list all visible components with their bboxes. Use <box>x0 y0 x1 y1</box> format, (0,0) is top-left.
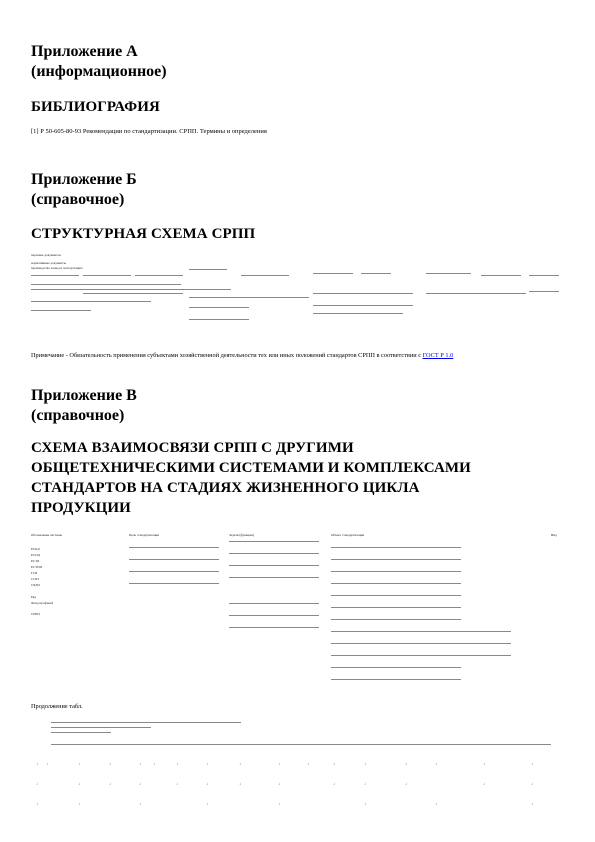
table-rule <box>229 603 319 604</box>
table-header: Цель стандартизации <box>129 533 159 537</box>
continuation-table <box>31 722 566 822</box>
appendix-v-heading-line4: ПРОДУКЦИИ <box>31 500 131 516</box>
appendix-v-heading <box>31 438 571 518</box>
down-arrow-icon: ↓ <box>333 761 335 766</box>
down-arrow-icon: ↓ <box>176 781 178 786</box>
table-rule <box>331 595 461 596</box>
table-code: ЕСПД <box>31 553 40 557</box>
table-continuation: Продолжение табл. <box>31 703 83 710</box>
down-arrow-icon: ↓ <box>139 781 141 786</box>
table-rule <box>331 631 511 632</box>
gost-link[interactable]: ГОСТ Р 1.0 <box>422 352 454 359</box>
diagram-rule <box>313 305 413 306</box>
table-header: Обозначение системы <box>31 533 62 537</box>
table-rule <box>331 643 511 644</box>
diagram-rule <box>313 273 353 274</box>
table-code: ЕСКД <box>31 547 40 551</box>
down-arrow-icon: ↓ <box>239 781 241 786</box>
diagram-rule <box>83 293 183 294</box>
down-arrow-icon: ↓ <box>278 781 280 786</box>
table-rule <box>51 722 151 723</box>
appendix-b-heading: СТРУКТУРНАЯ СХЕМА СРПП <box>31 226 256 242</box>
diagram-rule <box>31 310 91 311</box>
down-arrow-icon: ↓ <box>278 801 280 806</box>
table-rule <box>51 744 551 745</box>
diagram-rule <box>189 269 227 270</box>
down-arrow-icon: ↓ <box>239 761 241 766</box>
table-rule <box>129 547 219 548</box>
diagram-rule <box>426 293 526 294</box>
diagram-rule <box>189 307 249 308</box>
appendix-v-heading-line1: СХЕМА ВЗАИМОСВЯЗИ СРПП С ДРУГИМИ <box>31 440 354 456</box>
down-arrow-icon: ↓ <box>109 761 111 766</box>
table-code: ЕСТД <box>31 559 40 563</box>
down-arrow-icon: ↓ <box>364 781 366 786</box>
diagram-rule <box>31 284 181 285</box>
diagram-rule <box>83 275 131 276</box>
appendix-b-title-line2: (справочное) <box>31 191 125 208</box>
diagram-rule <box>31 275 79 276</box>
reference-1: [1] Р 50-605-80-93 Рекомендации по стандартизации. СРПП. Термины и определения <box>31 128 267 135</box>
diagram-rule <box>529 291 559 292</box>
diagram-rule <box>135 275 183 276</box>
table-rule <box>331 667 461 668</box>
table-rule <box>331 571 461 572</box>
appendix-b-title <box>31 170 137 210</box>
table-code: ГСИ <box>31 571 38 575</box>
table-rule <box>331 655 511 656</box>
down-arrow-icon: ↓ <box>176 761 178 766</box>
table-rule <box>331 583 461 584</box>
table-rule <box>51 727 151 728</box>
table-rule <box>229 541 319 542</box>
table-rule <box>51 732 111 733</box>
down-arrow-icon: ↓ <box>78 761 80 766</box>
down-arrow-icon: ↓ <box>483 781 485 786</box>
appendix-v-heading-line3: СТАНДАРТОВ НА СТАДИЯХ ЖИЗНЕННОГО ЦИКЛА <box>31 480 420 496</box>
diagram-rule <box>31 289 231 290</box>
down-arrow-icon: ↓ <box>364 761 366 766</box>
table-code: Фонд профилей <box>31 601 54 605</box>
down-arrow-icon: ↓ <box>36 801 38 806</box>
table-rule <box>151 722 241 723</box>
down-arrow-icon: ↓ <box>531 801 533 806</box>
down-arrow-icon: ↓ <box>435 761 437 766</box>
diagram-rule <box>189 319 249 320</box>
table-code: Ряд <box>31 595 36 599</box>
diagram-rule <box>313 313 403 314</box>
table-code: СРПП <box>31 612 40 616</box>
table-rule <box>129 583 219 584</box>
appendix-v-title <box>31 386 137 426</box>
appendix-v-title-line1: Приложение В <box>31 387 137 404</box>
diagram-row: перечень документов <box>31 253 61 257</box>
table-header: Объект стандартизации <box>331 533 365 537</box>
table-rule <box>229 565 319 566</box>
table-rule <box>229 615 319 616</box>
down-arrow-icon: ↓ <box>531 781 533 786</box>
down-arrow-icon: ↓ <box>36 781 38 786</box>
down-arrow-icon: ↓ <box>139 761 141 766</box>
down-arrow-icon: ↓ <box>36 761 38 766</box>
diagram-rule <box>189 297 309 298</box>
down-arrow-icon: ↓ <box>46 761 48 766</box>
down-arrow-icon: ↓ <box>78 781 80 786</box>
table-rule <box>331 547 461 548</box>
table-header: Задачи (функции) <box>229 533 254 537</box>
diagram-row: производство и ввод в эксплуатацию <box>31 266 83 270</box>
appendix-v-heading-line2: ОБЩЕТЕХНИЧЕСКИМИ СИСТЕМАМИ И КОМПЛЕКСАМИ <box>31 460 471 476</box>
diagram-rule <box>313 293 413 294</box>
diagram-rule <box>361 273 391 274</box>
down-arrow-icon: ↓ <box>206 761 208 766</box>
diagram-rule <box>481 275 521 276</box>
down-arrow-icon: ↓ <box>364 801 366 806</box>
down-arrow-icon: ↓ <box>307 761 309 766</box>
down-arrow-icon: ↓ <box>531 761 533 766</box>
down-arrow-icon: ↓ <box>206 781 208 786</box>
table-rule <box>129 571 219 572</box>
appendix-b-title-line1: Приложение Б <box>31 171 137 188</box>
down-arrow-icon: ↓ <box>435 801 437 806</box>
appendix-a-title <box>31 42 167 82</box>
down-arrow-icon: ↓ <box>483 761 485 766</box>
structural-diagram <box>31 253 566 328</box>
relationship-table <box>31 533 566 691</box>
table-code: ССБТ <box>31 577 40 581</box>
diagram-rule <box>529 275 559 276</box>
diagram-rule <box>426 273 471 274</box>
down-arrow-icon: ↓ <box>78 801 80 806</box>
table-rule <box>229 577 319 578</box>
down-arrow-icon: ↓ <box>278 761 280 766</box>
table-rule <box>331 559 461 560</box>
down-arrow-icon: ↓ <box>405 761 407 766</box>
diagram-rule <box>31 301 151 302</box>
table-rule <box>229 627 319 628</box>
down-arrow-icon: ↓ <box>333 781 335 786</box>
diagram-row: нормативные документы <box>31 261 66 265</box>
appendix-a-title-line2: (информационное) <box>31 63 167 80</box>
table-code: СЧДЧ <box>31 583 40 587</box>
down-arrow-icon: ↓ <box>109 781 111 786</box>
diagram-rule <box>241 275 289 276</box>
down-arrow-icon: ↓ <box>139 801 141 806</box>
down-arrow-icon: ↓ <box>153 761 155 766</box>
table-code: ЕСТПП <box>31 565 42 569</box>
table-rule <box>331 679 461 680</box>
appendix-a-heading: БИБЛИОГРАФИЯ <box>31 99 160 115</box>
table-rule <box>229 553 319 554</box>
appendix-b-note <box>31 351 561 360</box>
down-arrow-icon: ↓ <box>405 781 407 786</box>
table-rule <box>331 607 461 608</box>
table-rule <box>331 619 461 620</box>
note-text: Примечание - Обязательность применения субъектами хозяйственной деятельности тех или иных положений стандартов СРПП в соответствии с <box>31 352 421 359</box>
appendix-v-title-line2: (справочное) <box>31 407 125 424</box>
down-arrow-icon: ↓ <box>206 801 208 806</box>
table-rule <box>129 559 219 560</box>
appendix-a-title-line1: Приложение А <box>31 43 138 60</box>
table-header: Вид <box>551 533 557 537</box>
